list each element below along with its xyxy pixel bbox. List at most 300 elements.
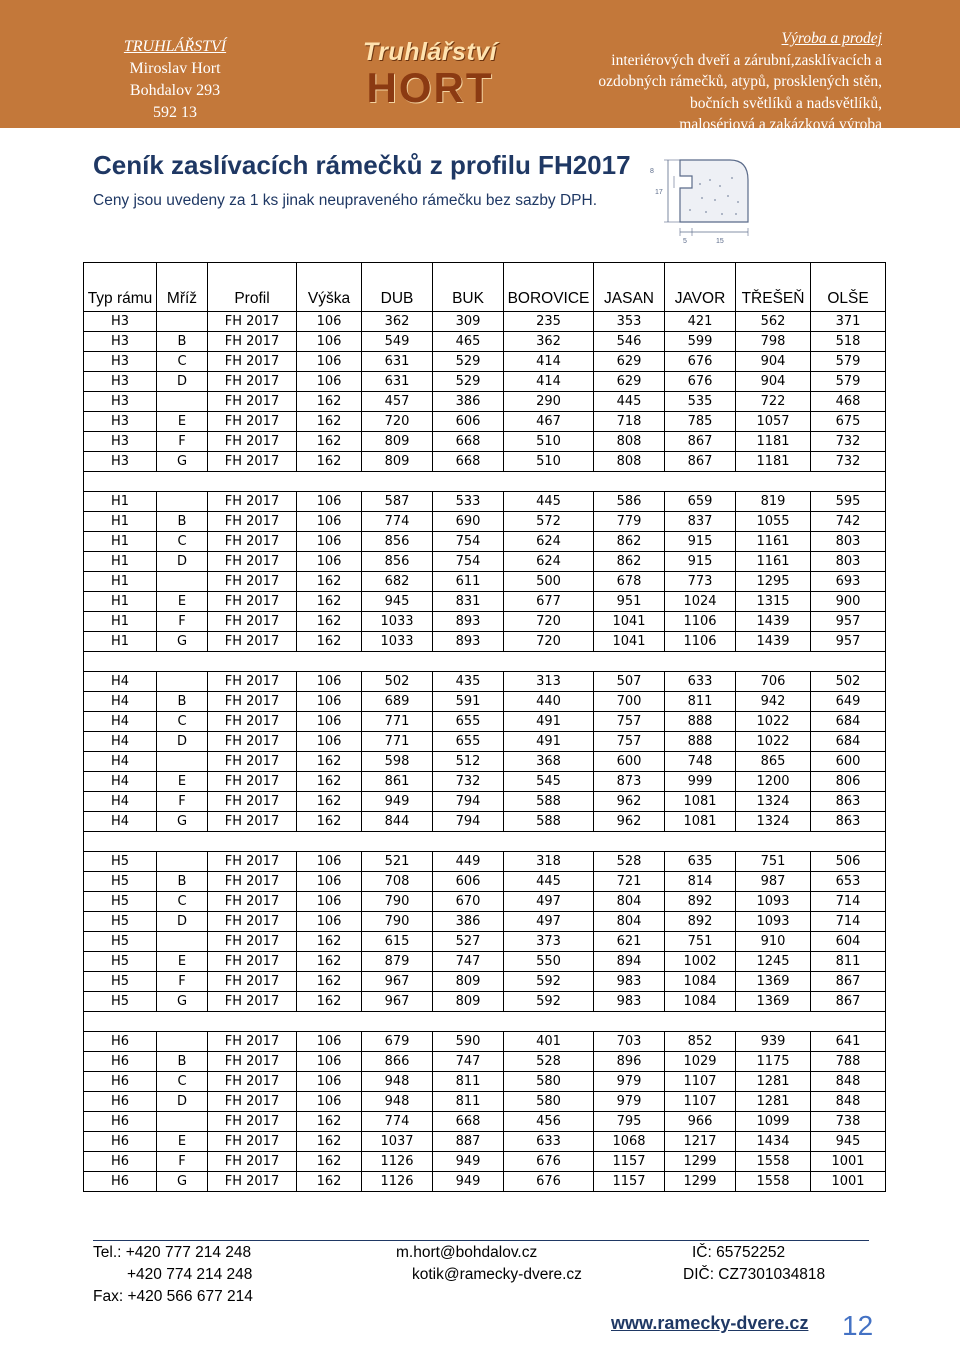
cell-vyska: 106 (297, 532, 362, 552)
cell-olse: 957 (811, 632, 886, 652)
cell-tresen: 865 (736, 752, 811, 772)
cell-olse: 867 (811, 972, 886, 992)
cell-javor: 888 (665, 732, 736, 752)
cell-mriz: D (157, 552, 208, 572)
cell-javor: 1299 (665, 1172, 736, 1192)
cell-buk: 754 (433, 532, 504, 552)
table-row (84, 1072, 886, 1092)
cell-profil: FH 2017 (208, 1132, 297, 1152)
cell-tresen: 1175 (736, 1052, 811, 1072)
cell-vyska: 106 (297, 1092, 362, 1112)
cell-vyska: 162 (297, 1152, 362, 1172)
col-header-tresen: TŘEŠEŇ (736, 263, 811, 312)
cell-buk: 606 (433, 412, 504, 432)
table-row (84, 732, 886, 752)
cell-typ: H5 (84, 992, 157, 1012)
cell-typ: H1 (84, 572, 157, 592)
services-line-4: malosériová a zakázková výroba (679, 116, 882, 133)
cell-mriz (157, 1112, 208, 1132)
cell-vyska: 106 (297, 1072, 362, 1092)
cell-javor: 867 (665, 452, 736, 472)
cell-dub: 861 (362, 772, 433, 792)
cell-dub: 945 (362, 592, 433, 612)
dimension-height-label: 17 (655, 189, 663, 196)
price-table (83, 262, 886, 1192)
table-row (84, 852, 886, 872)
table-row (84, 532, 886, 552)
cell-dub: 866 (362, 1052, 433, 1072)
cell-javor: 1084 (665, 992, 736, 1012)
cell-borovice: 368 (504, 752, 594, 772)
cell-typ: H4 (84, 812, 157, 832)
cell-vyska: 162 (297, 792, 362, 812)
cell-borovice: 373 (504, 932, 594, 952)
table-row (84, 412, 886, 432)
cell-tresen: 939 (736, 1032, 811, 1052)
cell-tresen: 987 (736, 872, 811, 892)
cell-typ: H3 (84, 312, 157, 332)
table-row (84, 552, 886, 572)
cell-vyska: 106 (297, 872, 362, 892)
cell-buk: 309 (433, 312, 504, 332)
fax: Fax: +420 566 677 214 (93, 1288, 253, 1305)
cell-jasan: 721 (594, 872, 665, 892)
cell-vyska: 106 (297, 1032, 362, 1052)
cell-tresen: 1369 (736, 972, 811, 992)
cell-typ: H6 (84, 1152, 157, 1172)
cell-javor: 748 (665, 752, 736, 772)
cell-mriz (157, 312, 208, 332)
cell-javor: 599 (665, 332, 736, 352)
cell-buk: 949 (433, 1172, 504, 1192)
cell-typ: H4 (84, 672, 157, 692)
cell-buk: 747 (433, 1052, 504, 1072)
cell-mriz (157, 752, 208, 772)
cell-javor: 785 (665, 412, 736, 432)
cell-borovice: 676 (504, 1152, 594, 1172)
cell-profil: FH 2017 (208, 992, 297, 1012)
cell-buk: 949 (433, 1152, 504, 1172)
cell-jasan: 962 (594, 812, 665, 832)
cell-mriz: D (157, 1092, 208, 1112)
cell-jasan: 546 (594, 332, 665, 352)
cell-olse: 803 (811, 552, 886, 572)
cell-dub: 631 (362, 352, 433, 372)
cell-tresen: 904 (736, 352, 811, 372)
cell-olse: 1001 (811, 1152, 886, 1172)
cell-vyska: 162 (297, 432, 362, 452)
cell-tresen: 1099 (736, 1112, 811, 1132)
cell-typ: H6 (84, 1052, 157, 1072)
cell-tresen: 1093 (736, 892, 811, 912)
cell-mriz: G (157, 452, 208, 472)
cell-olse: 863 (811, 792, 886, 812)
cell-borovice: 580 (504, 1092, 594, 1112)
footer-emails (396, 1242, 582, 1286)
cell-dub: 879 (362, 952, 433, 972)
cell-olse: 742 (811, 512, 886, 532)
cell-mriz: C (157, 352, 208, 372)
cell-mriz: E (157, 412, 208, 432)
table-row (84, 1052, 886, 1072)
cell-vyska: 106 (297, 672, 362, 692)
cell-buk: 533 (433, 492, 504, 512)
cell-olse: 506 (811, 852, 886, 872)
cell-javor: 892 (665, 912, 736, 932)
table-row (84, 932, 886, 952)
cell-buk: 606 (433, 872, 504, 892)
cell-borovice: 510 (504, 432, 594, 452)
cell-borovice: 588 (504, 792, 594, 812)
cell-typ: H3 (84, 412, 157, 432)
cell-vyska: 162 (297, 752, 362, 772)
cell-profil: FH 2017 (208, 1152, 297, 1172)
cell-typ: H5 (84, 952, 157, 972)
table-row (84, 592, 886, 612)
cell-tresen: 1161 (736, 552, 811, 572)
cell-borovice: 720 (504, 612, 594, 632)
cell-buk: 809 (433, 972, 504, 992)
cell-profil: FH 2017 (208, 632, 297, 652)
table-spacer-row (84, 652, 886, 672)
cell-tresen: 1558 (736, 1172, 811, 1192)
col-header-jasan: JASAN (594, 263, 665, 312)
cell-vyska: 162 (297, 812, 362, 832)
spacer-cell (84, 1012, 886, 1032)
cell-vyska: 162 (297, 592, 362, 612)
cell-buk: 831 (433, 592, 504, 612)
services-line-2: ozdobných rámečků, atypů, prosklených stěn, (598, 73, 882, 90)
cell-dub: 949 (362, 792, 433, 812)
cell-jasan: 629 (594, 352, 665, 372)
cell-dub: 948 (362, 1092, 433, 1112)
cell-jasan: 862 (594, 552, 665, 572)
page-header (0, 0, 960, 133)
page-title: Ceník zaslívacích rámečků z profilu FH2017 (93, 150, 631, 180)
cell-buk: 893 (433, 632, 504, 652)
page-number: 12 (842, 1310, 874, 1341)
cell-tresen: 798 (736, 332, 811, 352)
cell-javor: 1217 (665, 1132, 736, 1152)
cell-vyska: 162 (297, 1112, 362, 1132)
cell-tresen: 819 (736, 492, 811, 512)
col-header-profil: Profil (208, 263, 297, 312)
cell-olse: 867 (811, 992, 886, 1012)
cell-borovice: 528 (504, 1052, 594, 1072)
cell-profil: FH 2017 (208, 452, 297, 472)
cell-dub: 790 (362, 912, 433, 932)
services-line-1: interiérových dveří a zárubní,zasklívacích a (611, 51, 882, 69)
cell-borovice: 572 (504, 512, 594, 532)
cell-jasan: 779 (594, 512, 665, 532)
cell-typ: H1 (84, 612, 157, 632)
cell-mriz: B (157, 692, 208, 712)
table-row (84, 752, 886, 772)
cell-borovice: 580 (504, 1072, 594, 1092)
cell-borovice: 362 (504, 332, 594, 352)
cell-borovice: 445 (504, 492, 594, 512)
cell-tresen: 1434 (736, 1132, 811, 1152)
cell-buk: 668 (433, 452, 504, 472)
cell-typ: H1 (84, 552, 157, 572)
cell-jasan: 1041 (594, 632, 665, 652)
cell-typ: H5 (84, 892, 157, 912)
cell-javor: 1084 (665, 972, 736, 992)
profile-cross-section-drawing (640, 150, 760, 250)
cell-profil: FH 2017 (208, 332, 297, 352)
cell-olse: 371 (811, 312, 886, 332)
cell-olse: 714 (811, 912, 886, 932)
cell-dub: 362 (362, 312, 433, 332)
cell-profil: FH 2017 (208, 412, 297, 432)
company-id: IČ: 65752252 (692, 1244, 786, 1261)
cell-mriz (157, 572, 208, 592)
email-2: kotik@ramecky-dvere.cz (412, 1266, 582, 1283)
cell-javor: 535 (665, 392, 736, 412)
cell-mriz: B (157, 872, 208, 892)
cell-olse: 693 (811, 572, 886, 592)
col-header-typ: Typ rámu (84, 263, 157, 312)
cell-mriz (157, 932, 208, 952)
cell-buk: 668 (433, 432, 504, 452)
cell-profil: FH 2017 (208, 932, 297, 952)
cell-javor: 814 (665, 872, 736, 892)
cell-olse: 675 (811, 412, 886, 432)
cell-buk: 655 (433, 712, 504, 732)
cell-olse: 863 (811, 812, 886, 832)
cell-profil: FH 2017 (208, 892, 297, 912)
cell-javor: 751 (665, 932, 736, 952)
cell-typ: H5 (84, 932, 157, 952)
cell-borovice: 414 (504, 372, 594, 392)
cell-jasan: 979 (594, 1092, 665, 1112)
cell-mriz: D (157, 912, 208, 932)
cell-borovice: 676 (504, 1172, 594, 1192)
cell-buk: 435 (433, 672, 504, 692)
cell-olse: 502 (811, 672, 886, 692)
phone-2: +420 774 214 248 (127, 1266, 253, 1283)
table-row (84, 352, 886, 372)
cell-dub: 549 (362, 332, 433, 352)
cell-vyska: 162 (297, 572, 362, 592)
services-heading: Výroba a prodej (781, 30, 882, 47)
cell-javor: 999 (665, 772, 736, 792)
cell-tresen: 1439 (736, 612, 811, 632)
cell-vyska: 106 (297, 492, 362, 512)
cell-buk: 747 (433, 952, 504, 972)
cell-dub: 720 (362, 412, 433, 432)
cell-vyska: 106 (297, 512, 362, 532)
cell-profil: FH 2017 (208, 532, 297, 552)
cell-jasan: 862 (594, 532, 665, 552)
col-header-javor: JAVOR (665, 263, 736, 312)
cell-typ: H6 (84, 1112, 157, 1132)
cell-borovice: 318 (504, 852, 594, 872)
cell-buk: 386 (433, 392, 504, 412)
dimension-width-label-2: 15 (716, 238, 724, 245)
cell-vyska: 106 (297, 372, 362, 392)
cell-javor: 837 (665, 512, 736, 532)
table-row (84, 392, 886, 412)
cell-buk: 386 (433, 912, 504, 932)
cell-mriz: C (157, 892, 208, 912)
cell-olse: 579 (811, 372, 886, 392)
cell-javor: 852 (665, 1032, 736, 1052)
cell-mriz: E (157, 1132, 208, 1152)
cell-tresen: 1055 (736, 512, 811, 532)
cell-olse: 684 (811, 712, 886, 732)
table-row (84, 332, 886, 352)
cell-javor: 421 (665, 312, 736, 332)
table-row (84, 672, 886, 692)
cell-jasan: 808 (594, 432, 665, 452)
cell-vyska: 106 (297, 352, 362, 372)
table-row (84, 812, 886, 832)
cell-typ: H6 (84, 1092, 157, 1112)
table-row (84, 692, 886, 712)
company-logo (356, 38, 504, 116)
company-name: TRUHLÁŘSTVÍ (123, 38, 227, 55)
cell-profil: FH 2017 (208, 1112, 297, 1132)
services-line-3: bočních světlíků a nadsvětlíků, (690, 94, 882, 112)
cell-olse: 604 (811, 932, 886, 952)
cell-olse: 641 (811, 1032, 886, 1052)
cell-dub: 790 (362, 892, 433, 912)
cell-javor: 888 (665, 712, 736, 732)
cell-typ: H3 (84, 352, 157, 372)
cell-dub: 1126 (362, 1152, 433, 1172)
cell-javor: 635 (665, 852, 736, 872)
cell-jasan: 873 (594, 772, 665, 792)
cell-jasan: 703 (594, 1032, 665, 1052)
cell-javor: 1029 (665, 1052, 736, 1072)
cell-mriz: F (157, 972, 208, 992)
cell-vyska: 106 (297, 732, 362, 752)
table-row (84, 452, 886, 472)
cell-javor: 966 (665, 1112, 736, 1132)
cell-dub: 809 (362, 432, 433, 452)
table-row (84, 512, 886, 532)
cell-javor: 867 (665, 432, 736, 452)
cell-borovice: 624 (504, 532, 594, 552)
table-row (84, 372, 886, 392)
cell-vyska: 106 (297, 692, 362, 712)
cell-jasan: 894 (594, 952, 665, 972)
footer-phones (93, 1242, 253, 1308)
cell-borovice: 313 (504, 672, 594, 692)
cell-jasan: 757 (594, 732, 665, 752)
cell-dub: 615 (362, 932, 433, 952)
cell-borovice: 497 (504, 892, 594, 912)
cell-dub: 967 (362, 992, 433, 1012)
email-1: m.hort@bohdalov.cz (396, 1244, 538, 1261)
cell-borovice: 440 (504, 692, 594, 712)
cell-tresen: 910 (736, 932, 811, 952)
cell-javor: 676 (665, 372, 736, 392)
cell-dub: 502 (362, 672, 433, 692)
cell-vyska: 106 (297, 852, 362, 872)
dimension-width-label-1: 5 (683, 238, 687, 245)
cell-jasan: 979 (594, 1072, 665, 1092)
cell-olse: 653 (811, 872, 886, 892)
cell-jasan: 1157 (594, 1172, 665, 1192)
website-link[interactable]: www.ramecky-dvere.cz (611, 1313, 809, 1333)
cell-buk: 732 (433, 772, 504, 792)
cell-olse: 848 (811, 1072, 886, 1092)
cell-mriz: E (157, 592, 208, 612)
cell-dub: 844 (362, 812, 433, 832)
table-row (84, 572, 886, 592)
table-row (84, 1112, 886, 1132)
cell-jasan: 718 (594, 412, 665, 432)
table-row (84, 772, 886, 792)
cell-jasan: 621 (594, 932, 665, 952)
cell-dub: 682 (362, 572, 433, 592)
cell-vyska: 162 (297, 992, 362, 1012)
cell-typ: H4 (84, 752, 157, 772)
cell-borovice: 290 (504, 392, 594, 412)
cell-buk: 527 (433, 932, 504, 952)
cell-mriz: G (157, 632, 208, 652)
cell-dub: 457 (362, 392, 433, 412)
cell-jasan: 804 (594, 912, 665, 932)
cell-jasan: 951 (594, 592, 665, 612)
cell-buk: 668 (433, 1112, 504, 1132)
table-row (84, 712, 886, 732)
cell-buk: 809 (433, 992, 504, 1012)
cell-tresen: 1558 (736, 1152, 811, 1172)
cell-jasan: 507 (594, 672, 665, 692)
cell-mriz: B (157, 332, 208, 352)
zip-code: 592 13 (153, 104, 197, 121)
cell-olse: 945 (811, 1132, 886, 1152)
cell-vyska: 162 (297, 412, 362, 432)
cell-mriz: C (157, 1072, 208, 1092)
cell-jasan: 795 (594, 1112, 665, 1132)
table-row (84, 972, 886, 992)
cell-tresen: 1439 (736, 632, 811, 652)
cell-vyska: 106 (297, 712, 362, 732)
cell-tresen: 1295 (736, 572, 811, 592)
price-table-body (84, 312, 886, 1192)
cell-dub: 948 (362, 1072, 433, 1092)
spacer-cell (84, 472, 886, 492)
table-row (84, 1152, 886, 1172)
cell-olse: 848 (811, 1092, 886, 1112)
cell-typ: H1 (84, 512, 157, 532)
cell-profil: FH 2017 (208, 812, 297, 832)
cell-mriz: G (157, 1172, 208, 1192)
cell-profil: FH 2017 (208, 1092, 297, 1112)
cell-vyska: 162 (297, 392, 362, 412)
cell-vyska: 106 (297, 892, 362, 912)
cell-tresen: 1200 (736, 772, 811, 792)
cell-javor: 773 (665, 572, 736, 592)
cell-typ: H6 (84, 1032, 157, 1052)
cell-buk: 465 (433, 332, 504, 352)
cell-borovice: 720 (504, 632, 594, 652)
cell-jasan: 808 (594, 452, 665, 472)
table-row (84, 872, 886, 892)
cell-jasan: 1041 (594, 612, 665, 632)
cell-dub: 774 (362, 512, 433, 532)
cell-typ: H3 (84, 432, 157, 452)
cell-jasan: 962 (594, 792, 665, 812)
table-row (84, 1132, 886, 1152)
cell-mriz (157, 392, 208, 412)
cell-tresen: 904 (736, 372, 811, 392)
cell-olse: 738 (811, 1112, 886, 1132)
